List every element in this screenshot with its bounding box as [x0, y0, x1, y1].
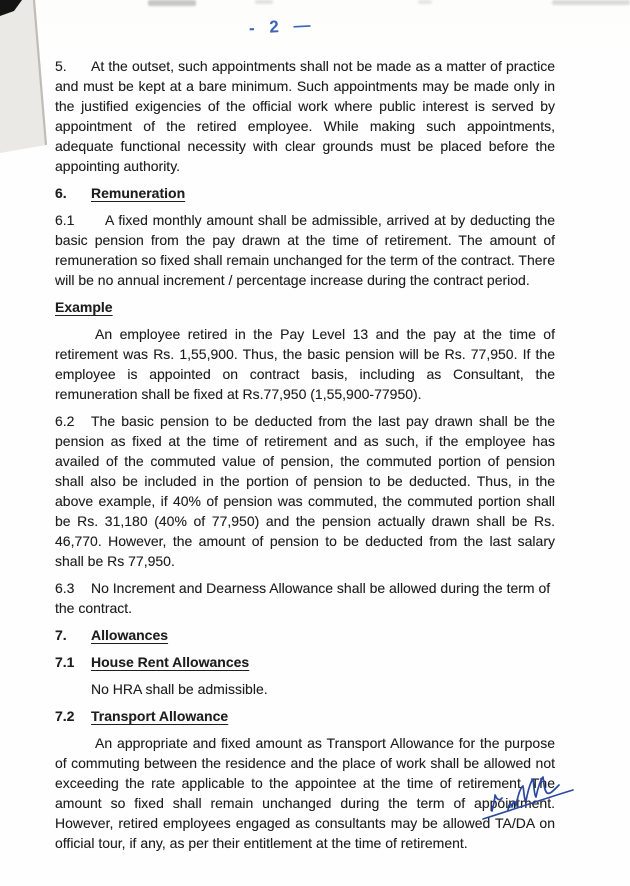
section-number: 7.2	[55, 708, 75, 724]
section-title: Example	[55, 299, 113, 315]
subsection-heading-transport	[55, 706, 555, 726]
document-body	[55, 56, 555, 860]
section-title: Remuneration	[91, 185, 186, 201]
paragraph-6-3	[55, 578, 555, 618]
paragraph-text: An appropriate and fixed amount as Transport Allowance for the purpose of commuting between the residence and the place of work shall be allowed not exceeding the rate applicable to the appointee at the time of retirement. The amount so fixed shall remain unchanged during the term of appointment. However, retired employees engaged as consultants may be allowed TA/DA on official tour, if any, as per their entitlement at the time of retirement.	[55, 735, 555, 851]
paragraph-5	[55, 56, 555, 176]
paragraph-text: An employee retired in the Pay Level 13 and the pay at the time of retirement was Rs. 1,55,900. Thus, the basic pension will be Rs. 77,950. If the employee is appointed on contract basis, including as Consultant, the remuneration shall be fixed at Rs.77,950 (1,55,900-77950).	[55, 326, 555, 402]
scan-top-smudge	[418, 0, 432, 4]
paragraph-number: 6.2	[55, 413, 75, 429]
section-number: 7.	[55, 627, 67, 643]
scan-corner-mark	[0, 0, 22, 16]
paragraph-number: 6.1	[55, 212, 75, 228]
paragraph-text: The basic pension to be deducted from the last pay drawn shall be the pension as fixed at the time of retirement and as such, if the employee has availed of the commuted value of pension, the commuted portion of pension shall also be included in the portion of pension to be deducted. Thus, in the above example, if 40% of pension was commuted, the commuted portion shall be Rs. 31,180 (40% of 77,950) and the pension actually drawn shall be Rs. 46,770. However, the amount of pension to be deducted from the last salary shall be Rs 77,950.	[55, 413, 555, 569]
scan-top-smudge	[148, 0, 196, 6]
section-title: Transport Allowance	[91, 708, 229, 724]
example-heading	[55, 297, 555, 317]
section-title: House Rent Allowances	[91, 654, 250, 670]
section-heading-remuneration	[55, 183, 555, 203]
paragraph-number: 6.3	[55, 580, 75, 596]
section-title: Allowances	[91, 627, 169, 643]
subsection-heading-house-rent	[55, 652, 555, 672]
paragraph-6-2	[55, 411, 555, 571]
paragraph-text: No Increment and Dearness Allowance shall be allowed during the term of the contract.	[55, 580, 551, 616]
section-heading-allowances	[55, 625, 555, 645]
paragraph-text: At the outset, such appointments shall not be made as a matter of practice and must be kept at a bare minimum. Such appointments may be made only in the justified exigencies of the official work where public interest is served by appointment of the retired employee. While making such appointments, adequate functional necessity with clear grounds must be placed before the appointing authority.	[55, 58, 555, 174]
section-number: 7.1	[55, 654, 75, 670]
section-number: 6.	[55, 185, 67, 201]
paragraph-text: No HRA shall be admissible.	[91, 681, 268, 697]
signature	[477, 769, 579, 827]
scan-top-smudge	[552, 0, 630, 5]
paragraph-7-1	[55, 679, 555, 699]
paragraph-number: 5.	[55, 58, 67, 74]
handwritten-page-number: - 2 —	[248, 15, 316, 38]
scan-top-smudge	[255, 0, 273, 4]
paragraph-6-1	[55, 210, 555, 290]
paragraph-text: A fixed monthly amount shall be admissible, arrived at by deducting the basic pension from the pay drawn at the time of retirement. The amount of remuneration so fixed shall remain unchanged for the term of the contract. There will be no annual increment / percentage increase during the contract period.	[55, 212, 555, 288]
example-paragraph	[55, 324, 555, 404]
